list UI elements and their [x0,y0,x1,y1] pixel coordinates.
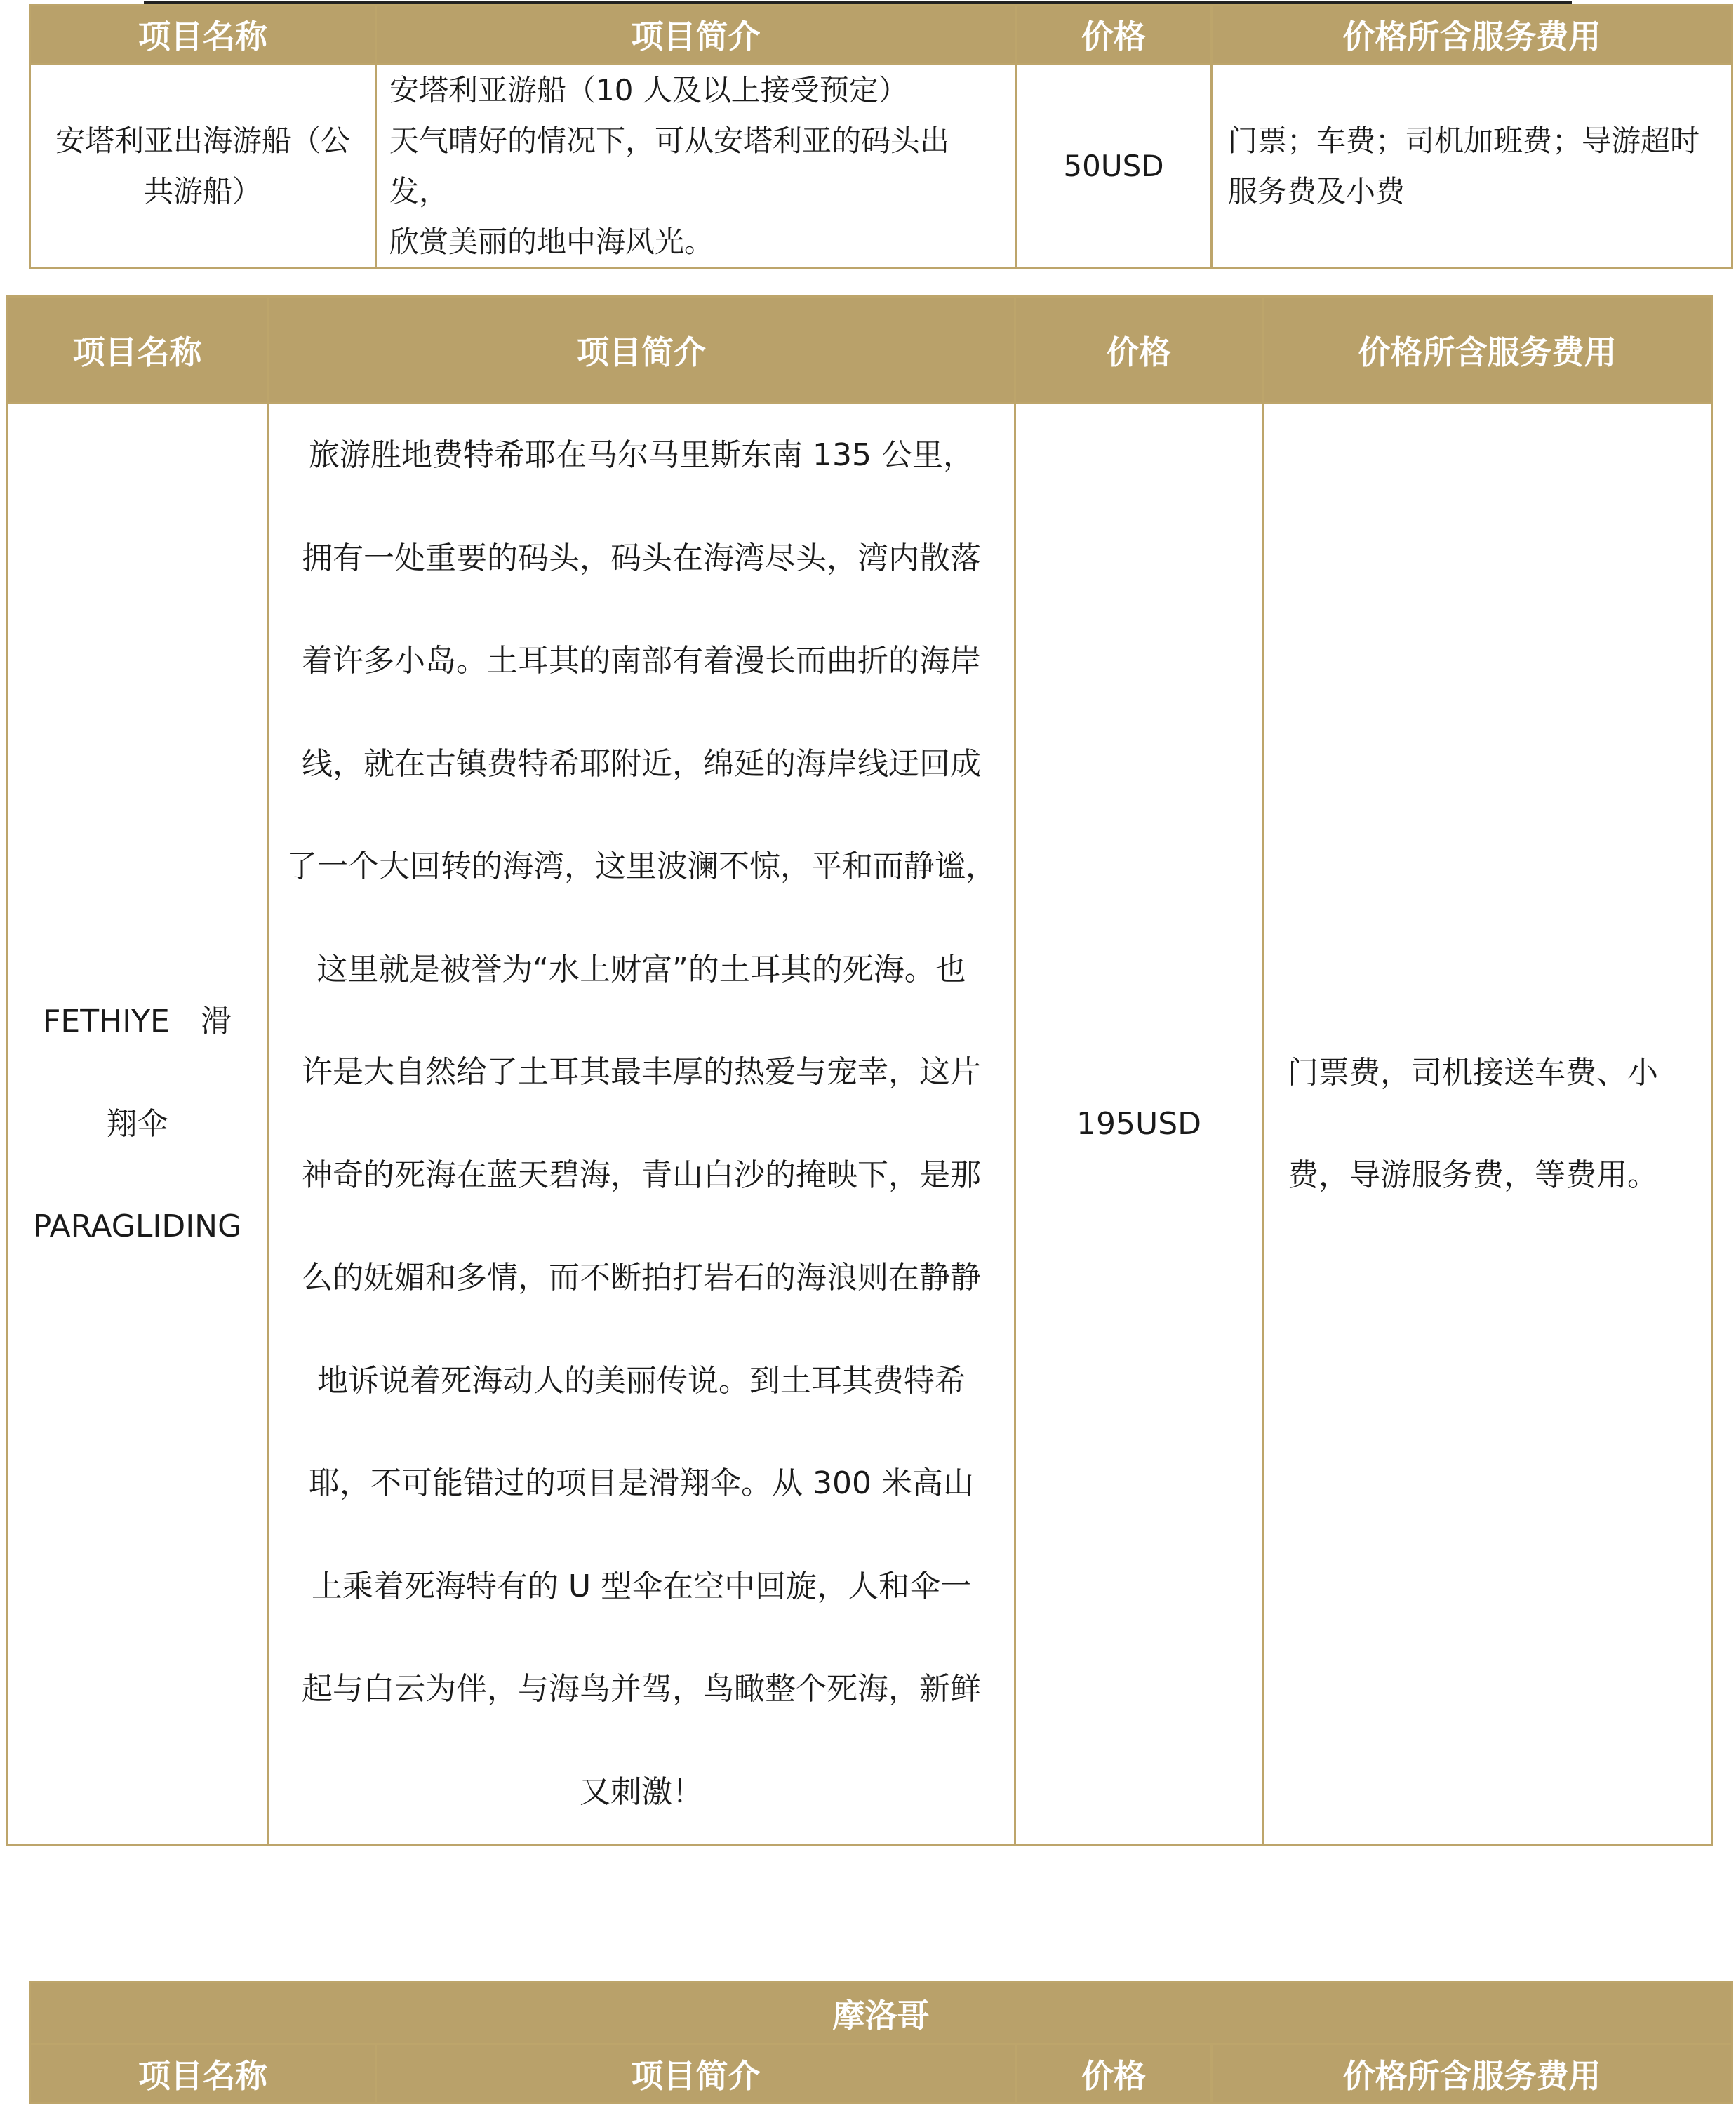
excursion-table-antalya [29,4,1733,269]
item-name: 安塔利亚出海游船（公共游船） [30,65,376,269]
fee-line: 门票费，司机接送车费、小 [1288,1054,1658,1091]
header-intro: 项目简介 [376,5,1016,65]
table-header-row [30,2044,1732,2103]
header-price: 价格 [1016,2044,1212,2103]
item-fee: 门票；车费；司机加班费；导游超时服务费及小费 [1212,65,1732,269]
header-fee: 价格所含服务费用 [1212,5,1732,65]
header-intro: 项目简介 [268,297,1015,404]
intro-line: 着许多小岛。土耳其的南部有着漫长而曲折的海岸 [302,643,981,679]
excursion-table-fethiye [6,295,1713,1846]
excursion-table-morocco [29,1981,1733,2104]
header-fee: 价格所含服务费用 [1263,297,1712,404]
intro-line: 神奇的死海在蓝天碧海，青山白沙的掩映下，是那 [302,1157,981,1193]
header-price: 价格 [1016,5,1212,65]
item-price: 50USD [1016,65,1212,269]
intro-line: 起与白云为伴，与海鸟并驾，鸟瞰整个死海，新鲜 [302,1671,981,1707]
name-line: PARAGLIDING [32,1208,242,1244]
header-fee: 价格所含服务费用 [1212,2044,1732,2103]
table-row [7,404,1712,1845]
header-name: 项目名称 [30,2044,376,2103]
region-title: 摩洛哥 [30,1983,1732,2044]
name-line: FETHIYE 滑 [43,1003,232,1039]
item-name [7,404,268,1845]
fee-line: 费，导游服务费，等费用。 [1288,1157,1658,1193]
intro-line: 地诉说着死海动人的美丽传说。到土耳其费特希 [317,1362,966,1399]
intro-line: 线，就在古镇费特希耶附近，绵延的海岸线迂回成 [302,745,981,782]
intro-line: 天气晴好的情况下，可从安塔利亚的码头出发， [389,124,950,208]
intro-line: 欣赏美丽的地中海风光。 [389,225,714,259]
intro-line: 许是大自然给了土耳其最丰厚的热爱与宠幸，这片 [302,1054,981,1090]
intro-line: 拥有一处重要的码头，码头在海湾尽头，湾内散落 [302,540,981,576]
table-header-row [30,5,1732,65]
intro-line: 旅游胜地费特希耶在马尔马里斯东南 135 公里， [309,437,974,473]
intro-line: 耶，不可能错过的项目是滑翔伞。从 300 米高山 [309,1465,974,1501]
intro-line: 安塔利亚游船（10 人及以上接受预定） [389,73,908,107]
table-row [30,65,1732,269]
intro-line: 了一个大回转的海湾，这里波澜不惊，平和而静谧， [286,848,996,884]
item-intro [268,404,1015,1845]
header-intro: 项目简介 [376,2044,1016,2103]
intro-line: 这里就是被誉为“水上财富”的土耳其的死海。也 [316,951,966,987]
item-intro [376,65,1016,269]
intro-line: 么的妩媚和多情，而不断拍打岩石的海浪则在静静 [302,1260,981,1296]
header-name: 项目名称 [7,297,268,404]
header-price: 价格 [1015,297,1263,404]
name-line: 翔伞 [106,1105,168,1142]
item-fee [1263,404,1712,1845]
table-header-row [7,297,1712,404]
region-row [30,1983,1732,2044]
header-name: 项目名称 [30,5,376,65]
intro-line: 又刺激！ [580,1773,703,1810]
intro-line: 上乘着死海特有的 U 型伞在空中回旋，人和伞一 [311,1568,972,1604]
item-price: 195USD [1015,404,1263,1845]
